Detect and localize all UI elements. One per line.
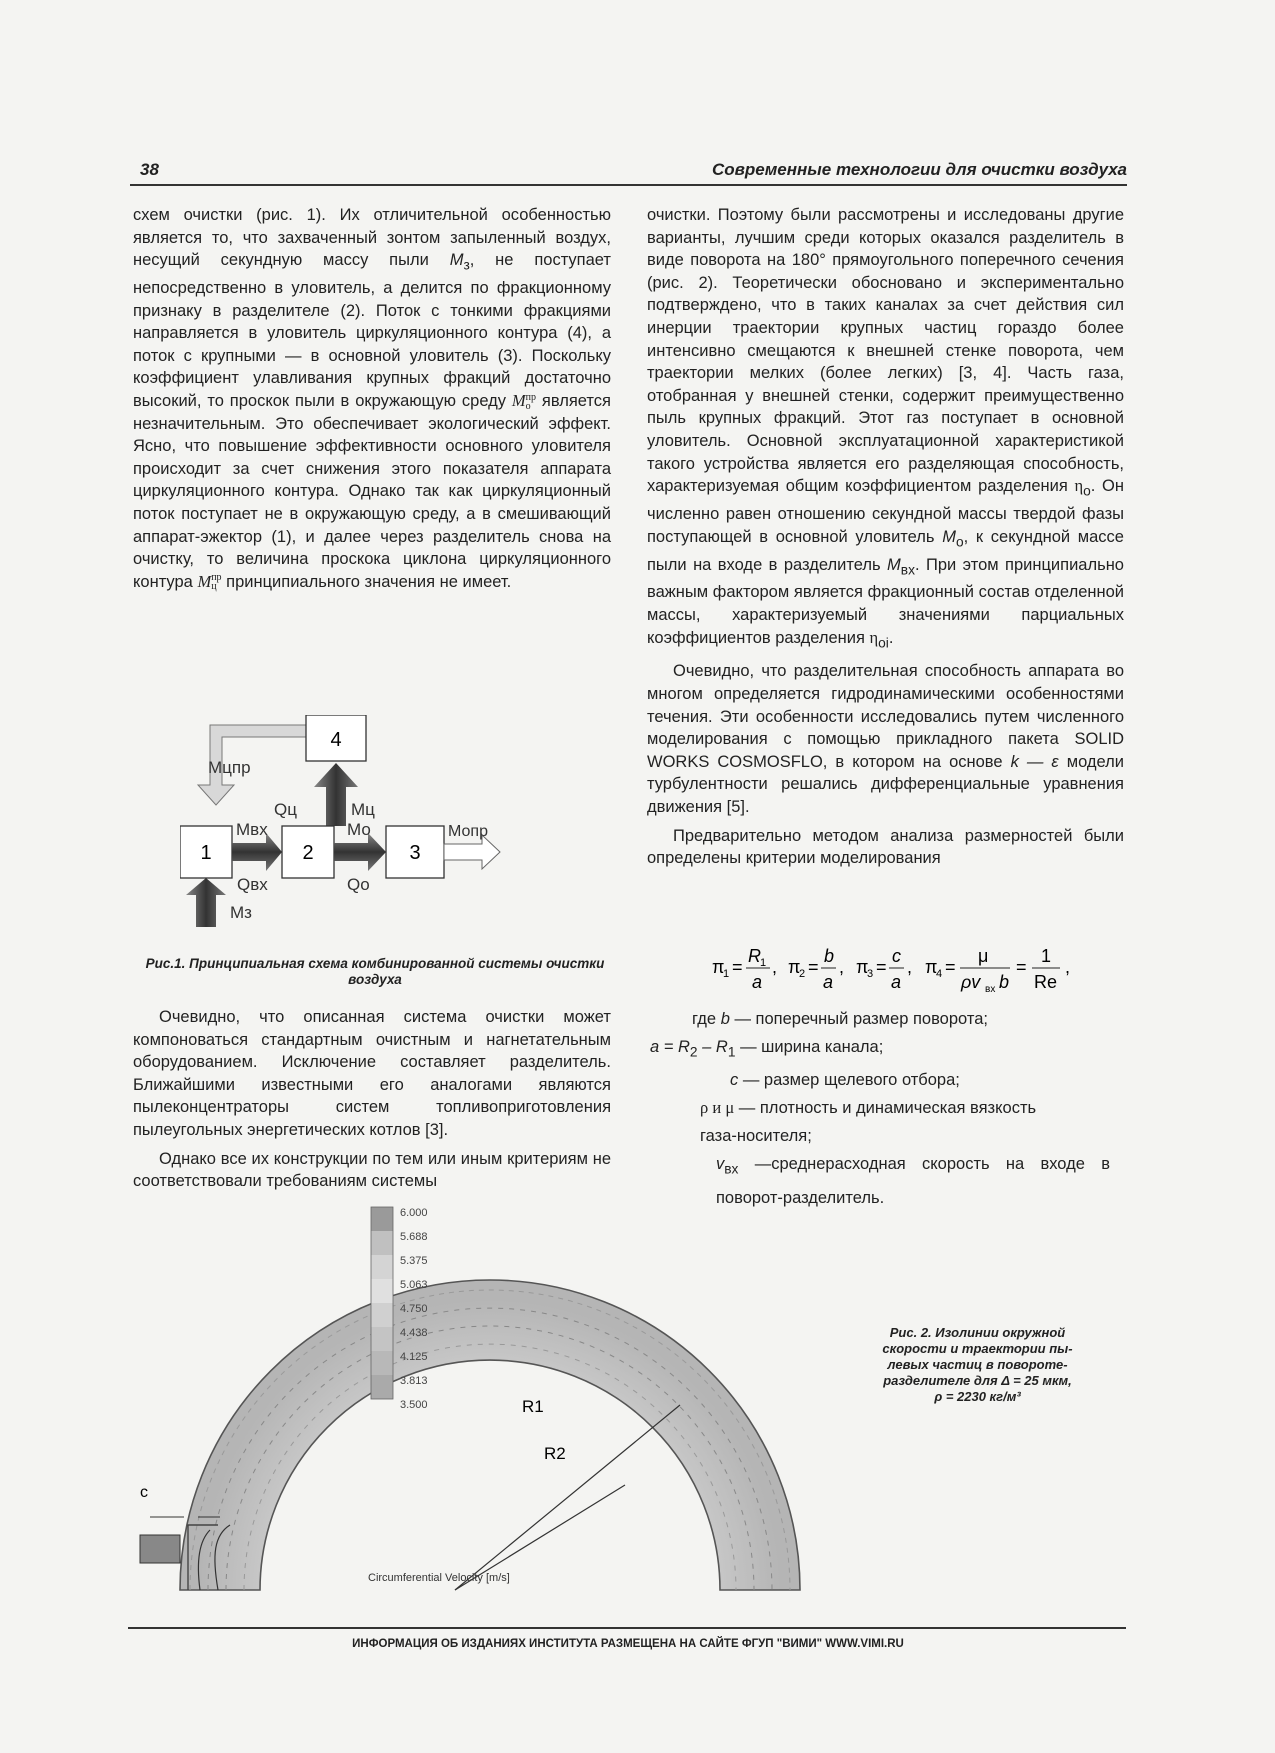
label-mz: Мз [230, 903, 252, 922]
figure-2-flow-field [130, 1195, 850, 1595]
figure-1-diagram [180, 715, 580, 945]
svg-text:4.750: 4.750 [400, 1303, 428, 1315]
left-column [133, 204, 611, 599]
similarity-criteria-formula [710, 940, 1130, 994]
legend-ticks [400, 1207, 428, 1411]
symbol-definitions [650, 1005, 1130, 1212]
label-r2: R2 [544, 1444, 566, 1463]
block-2-label: 2 [302, 842, 314, 864]
label-r1: R1 [522, 1397, 544, 1416]
svg-text:,: , [772, 957, 778, 977]
svg-text:π: π [856, 957, 869, 977]
svg-text:π: π [925, 957, 938, 977]
right-column [647, 204, 1124, 876]
definition-c: c — размер щелевого отбора; [730, 1071, 960, 1090]
left-paragraph-1: схем очистки (рис. 1). Их отличительной особенностью является то, что захваченный зонтом запыленный воздух, несущий секундную массу пыли $М_з$, не поступает непосредственно в уловитель, а делится по фракционному признаку в разделителе (2). Поток с тонкими фракциями направляется в уловитель циркуляционного контура (4), а поток с крупными — в основной уловитель (3). Поскольку коэффициент улавливания крупных фракций достаточно высокий, то проскок пыли в окружающую среду M пр o является незначительным. Это обеспечивает экологический эффект. Ясно, что повышение эффективности основного уловителя происходит за счет снижения этого показателя аппарата циркуляционного контура. Однако так как циркуляционный поток поступает не в окружающую среду, а в смешивающий аппарат-эжектор (1), и далее через разделитель снова на очистку, то величина проскока циклона циркуляционного контура M пр ц принципиального значения не имеет. [133, 206, 611, 593]
svg-text:,: , [839, 957, 845, 977]
right-paragraph-2: Очевидно, что разделительная способность аппарата во многом определяется гидродинамическими особенностями течения. Эти особенности исследовались путем численного моделирования с помощью прикладного пакета SOLID WORKS COSMOSFLO, в котором на основе k — ε модели турбулентности решались дифференциальные уравнения движения [5]. [647, 662, 1124, 817]
svg-text:ρv: ρv [961, 972, 981, 992]
svg-text:3.500: 3.500 [400, 1399, 428, 1411]
svg-text:1: 1 [1041, 946, 1052, 966]
svg-text:=: = [945, 957, 956, 977]
figure-1-caption: Рис.1. Принципиальная схема комбинированной системы очистки воздуха [145, 956, 605, 987]
block-4-label: 4 [330, 729, 342, 751]
arrow-output [444, 835, 500, 869]
svg-text:a: a [891, 972, 902, 992]
figure-2-caption: Рис. 2. Изолинии окружной скорости и траектории пы- левых частиц в повороте- разделителе для Δ = 25 мкм, ρ = 2230 кг/м³ [882, 1325, 1073, 1404]
label-mc: Мц [351, 800, 375, 819]
svg-text:π: π [712, 957, 725, 977]
svg-text:5.375: 5.375 [400, 1255, 428, 1267]
block-1-label: 1 [200, 842, 212, 864]
label-mcpr: Мцпр [208, 758, 251, 777]
svg-text:вх: вх [985, 984, 996, 994]
svg-text:=: = [732, 957, 743, 977]
label-c: c [140, 1484, 148, 1501]
definition-v: $v_{вх}$ —среднерасходная скорость на входе в поворот-разделитель. [716, 1155, 1110, 1207]
footer-text: ИНФОРМАЦИЯ ОБ ИЗДАНИЯХ ИНСТИТУТА РАЗМЕЩЕНА НА САЙТЕ ФГУП "ВИМИ" WWW.VIMI.RU [352, 1638, 904, 1650]
svg-text:1: 1 [723, 968, 730, 980]
svg-text:3.813: 3.813 [400, 1375, 428, 1387]
svg-text:μ: μ [978, 946, 989, 966]
svg-text:,: , [907, 957, 913, 977]
svg-text:4.125: 4.125 [400, 1351, 428, 1363]
left-paragraph-3: Однако все их конструкции по тем или иным критериям не соответствовали требованиям системы [133, 1149, 611, 1191]
offtake-pipe [140, 1535, 180, 1563]
svg-text:5.688: 5.688 [400, 1231, 428, 1243]
journal-title: Современные технологии для очистки воздуха [711, 160, 1127, 179]
left-paragraph-2: Очевидно, что описанная система очистки может компоноваться стандартным очистным и нагнетательным оборудованием. Исключение составляет разделитель. Ближайшими известными его аналогами являются пылеконцентраторы систем топливоприготовления пылеугольных энергетических котлов [3]. [133, 1008, 611, 1139]
svg-text:π: π [788, 957, 801, 977]
label-qc: Qц [274, 800, 297, 819]
svg-text:R: R [748, 946, 761, 966]
color-legend [371, 1207, 393, 1399]
svg-text:b: b [824, 946, 835, 966]
arrow-input [186, 878, 226, 927]
svg-text:a: a [823, 972, 834, 992]
block-3-label: 3 [409, 842, 421, 864]
footer-rule [128, 1627, 1126, 1629]
label-mopr: Мопр [448, 823, 488, 840]
label-mo: Мо [347, 820, 371, 839]
svg-text:=: = [876, 957, 887, 977]
svg-text:6.000: 6.000 [400, 1207, 428, 1219]
svg-text:5.063: 5.063 [400, 1279, 428, 1291]
legend-title: Circumferential Velocity [m/s] [368, 1572, 510, 1584]
svg-text:3: 3 [867, 968, 874, 980]
svg-text:4.438: 4.438 [400, 1327, 428, 1339]
svg-text:=: = [808, 957, 819, 977]
svg-text:1: 1 [760, 957, 767, 969]
label-qo: Qо [347, 875, 370, 894]
svg-text:=: = [1016, 957, 1027, 977]
left-column-lower [133, 1006, 611, 1199]
label-qvx: Qвх [237, 875, 268, 894]
right-paragraph-3: Предварительно методом анализа размерностей были определены критерии моделирования [647, 826, 1124, 868]
svg-text:a: a [752, 972, 763, 992]
svg-text:2: 2 [799, 968, 806, 980]
turn-separator-channel [180, 1280, 800, 1590]
svg-text:4: 4 [936, 968, 943, 980]
definition-rho-mu: ρ и μ — плотность и динамическая вязкость газа-носителя; [700, 1098, 1037, 1146]
definition-b: где b — поперечный размер поворота; [692, 1010, 988, 1028]
svg-text:b: b [999, 972, 1010, 992]
svg-text:Re: Re [1034, 972, 1058, 992]
right-paragraph-1: очистки. Поэтому были рассмотрены и исследованы другие варианты, лучшим среди которых оказался разделитель в виде поворота на 180° прямоугольного поперечного сечения (рис. 2). Теоретически обосновано и экспериментально подтверждено, что в таких каналах за счет действия сил инерции траектории крупных частиц гораздо более интенсивно смещаются к внешней стенке поворота, чем траектории мелких (более легких) [3, 4]. Часть газа, отобранная у внешней стенки, содержит преимущественно пыль крупных фракций. Этот газ поступает в основной уловитель. Основной эксплуатационной характеристикой такого устройства является его разделяющая способность, характеризуемая общим коэффициентом разделения $\eta_о$. Он численно равен отношению секундной массы твердой фазы поступающей в основной уловитель $М_о$, к секундной массе пыли на входе в разделитель $М_{вх}$. При этом принципиально важным фактором является фракционный состав отделенной массы, характеризуемый значениями парциальных коэффициентов разделения $\eta_{оi}$. [647, 206, 1124, 650]
svg-text:,: , [1065, 957, 1071, 977]
svg-text:c: c [892, 946, 901, 966]
header-rule [130, 184, 1127, 186]
page-number: 38 [140, 160, 159, 179]
definition-a: $a = R_2 - R_1$ — ширина канала; [650, 1038, 884, 1060]
label-mvx: Мвх [236, 820, 268, 839]
